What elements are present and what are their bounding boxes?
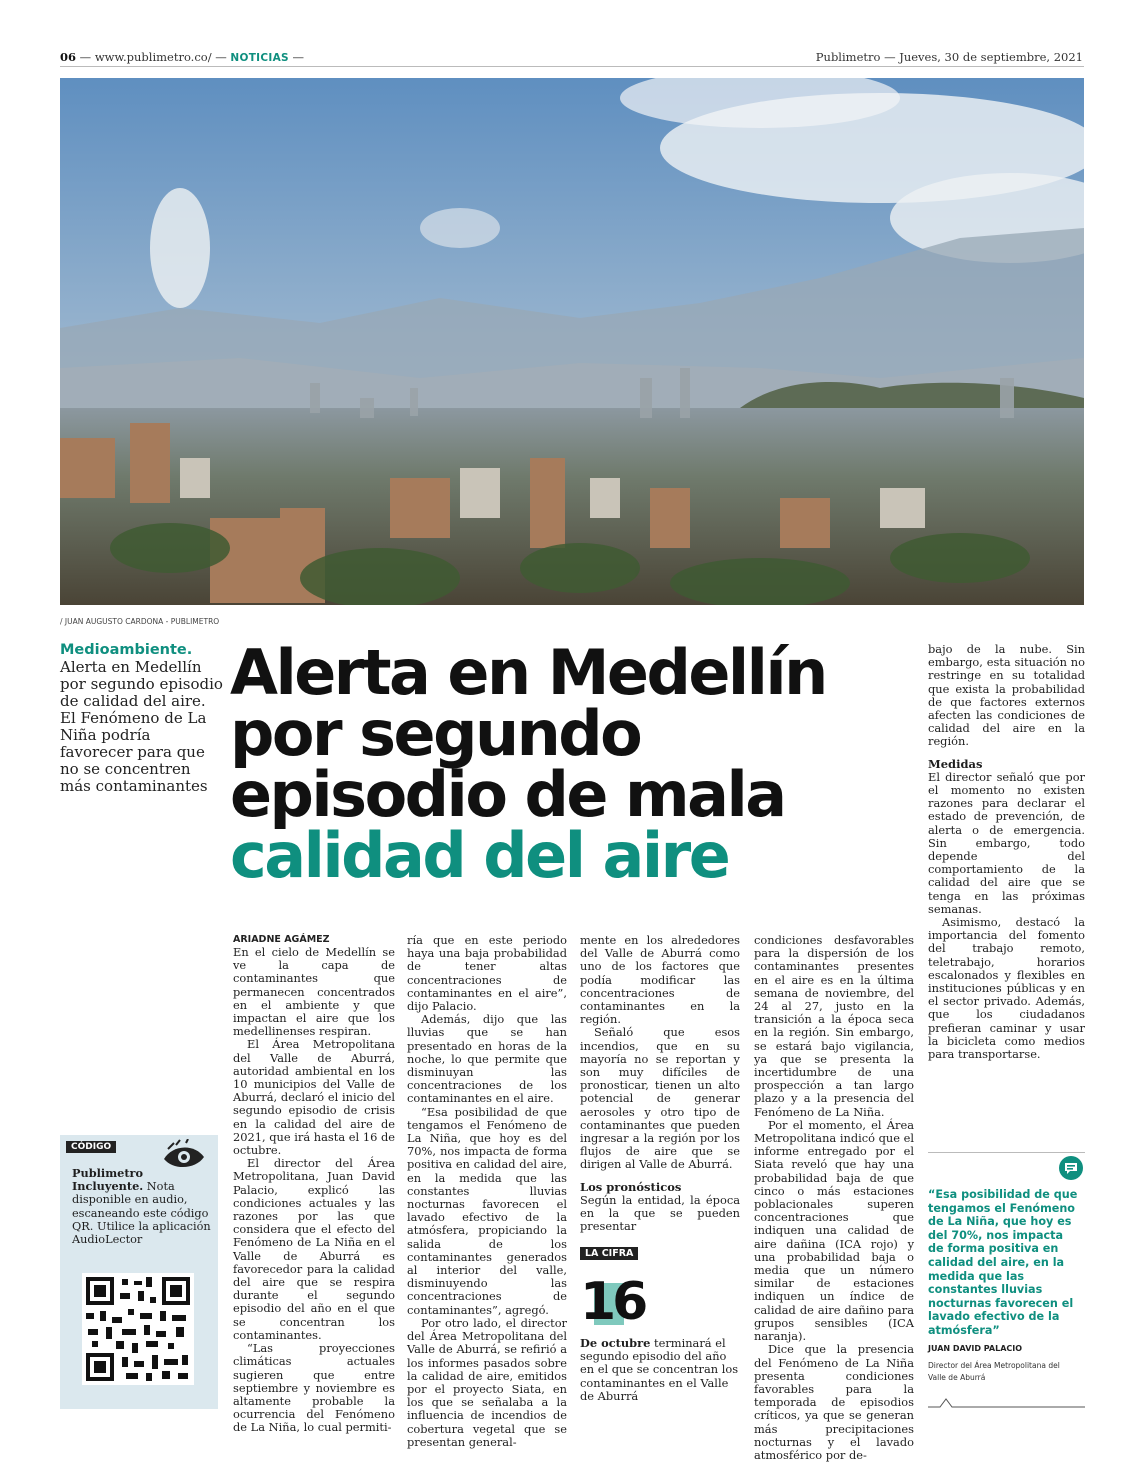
quote-end-line <box>928 1395 1085 1415</box>
header-url[interactable]: www.publimetro.co/ <box>94 50 212 64</box>
paragraph: Además, dijo que las lluvias que se han presentado en horas de la noche, lo que permite que disminuyan las concentraciones de los contaminantes en el aire. <box>407 1012 567 1106</box>
paragraph: Por otro lado, el director del Área Metropolitana del Valle de Aburrá, se refirió a los informes pasados sobre la calidad de aire, emitidos por el proyecto Siata, en los que se señalaba a la influencia de incendios de cobertura vegetal que se presentan general- <box>407 1315 567 1449</box>
cifra-bold: De octubre <box>580 1336 651 1350</box>
headline-line-2: por segundo <box>230 697 641 770</box>
quote-divider <box>928 1152 1085 1153</box>
paragraph: Por el momento, el Área Metropolitana indicó que el informe entregado por el Siata reveló que hay una probabilidad baja de que cinco o más estaciones poblacionales superen concentraciones que indiquen una calidad de aire dañina (ICA rojo) y una probabilidad baja o media que un número similar de estaciones indiquen un índice de calidad de aire dañino para grupos sensibles (ICA naranja). <box>754 1117 914 1344</box>
qr-code[interactable] <box>82 1273 194 1389</box>
cifra-number: 16 <box>580 1272 645 1332</box>
codigo-description: Nota disponible en audio, escaneando este código QR. Utilice la aplicación AudioLector <box>72 1180 211 1247</box>
article-column-3 <box>580 934 740 1233</box>
quote-author: JUAN DAVID PALACIO <box>928 1344 1023 1353</box>
subhead-pronosticos: Los pronósticos <box>580 1179 682 1194</box>
article-column-2 <box>407 934 567 1449</box>
cifra-description: terminará el segundo episodio del año en el que se concentran los contaminantes en el Valle de Aburrá <box>580 1336 739 1403</box>
page-header-right: Publimetro — Jueves, 30 de septiembre, 2021 <box>815 50 1083 64</box>
cifra-text <box>580 1337 740 1403</box>
headline <box>230 636 910 892</box>
byline: ARIADNE AGÁMEZ <box>233 934 330 945</box>
page-header-left: 06 — www.publimetro.co/ — NOTICIAS — <box>60 50 305 64</box>
photo-credit: / JUAN AUGUSTO CARDONA - PUBLIMETRO <box>60 617 220 626</box>
paragraph: El Área Metropolitana del Valle de Aburrá, autoridad ambiental en los 10 municipios del Valle de Aburrá, declaró el inicio del segundo episodio de crisis en la calidad del aire de 2021, que irá hasta el 16 de octubre. <box>233 1037 395 1158</box>
article-column-4 <box>754 934 914 1462</box>
paragraph: El director señaló que por el momento no existen razones para declarar el estado de prevención, de alerta o de emergencia. Sin embargo, todo depende del comportamiento de la calidad del aire que se tenga en las próximas semanas. <box>928 769 1085 916</box>
paragraph: Dice que la presencia del Fenómeno de La Niña presenta condiciones favorables para la temporada de episodios críticos, ya que se generan más precipitaciones nocturnas y el lavado atmosférico por de- <box>754 1342 914 1462</box>
article-column-1 <box>233 946 395 1435</box>
paragraph: Según la entidad, la época en la que se pueden presentar <box>580 1192 740 1234</box>
paragraph: El director del Área Metropolitana, Juan David Palacio, explicó las condiciones actuales y las razones por las que considera que el efecto del Fenómeno de La Niña en el Valle de Aburrá es favorecedor para la calidad del aire que se respira durante el segundo episodio del año en el que se concentran los contaminantes. <box>233 1156 395 1342</box>
codigo-tag: CÓDIGO <box>66 1141 116 1153</box>
headline-line-1: Alerta en Medellín <box>230 636 826 709</box>
header-divider <box>60 66 1084 67</box>
quote-author-role: Director del Área Metropolitana del Valle de Aburrá <box>928 1361 1060 1382</box>
codigo-box <box>60 1135 218 1409</box>
headline-line-3: episodio de mala <box>230 758 785 831</box>
paragraph: Asimismo, destacó la importancia del fomento del trabajo remoto, teletrabajo, horarios escalonados y flexibles en instituciones públicas y en el sector privado. Además, que los ciudadanos prefieran caminar y usar la bicicleta como medios para transportarse. <box>928 915 1085 1062</box>
kicker <box>60 642 225 795</box>
codigo-bold: Publimetro Incluyente. <box>72 1166 144 1194</box>
section-label: NOTICIAS <box>230 52 289 64</box>
pull-quote: “Esa posibilidad de que tengamos el Fenómeno de La Niña, que hoy es del 70%, nos impacta de forma positiva en calidad del aire, en la medida que las constantes lluvias nocturnas favorecen el lavado efectivo de la atmósfera” <box>928 1188 1078 1337</box>
article-column-5 <box>928 643 1085 1061</box>
paragraph: En el cielo de Medellín se ve la capa de contaminantes que permanecen concentrados en el ambiente y que impactan el aire que los medellinenses respiran. <box>233 945 395 1039</box>
page-number: 06 <box>60 50 77 64</box>
city-skyline-photo <box>60 78 1084 605</box>
subhead-medidas: Medidas <box>928 756 983 771</box>
paragraph: bajo de la nube. Sin embargo, esta situación no restringe en su totalidad que exista la probabilidad de que factores externos afecten las condiciones de calidad del aire en la región. <box>928 642 1085 749</box>
headline-line-4: calidad del aire <box>230 819 729 892</box>
paragraph: ría que en este periodo haya una baja probabilidad de tener altas concentraciones de contaminantes en el aire”, dijo Palacio. <box>407 933 567 1014</box>
kicker-text: Alerta en Medellín por segundo episodio de calidad del aire. El Fenómeno de La Niña podría favorecer para que no se concentren más contaminantes <box>60 658 223 795</box>
paragraph: mente en los alrededores del Valle de Aburrá como uno de los factores que podía modificar las concentraciones de contaminantes en la región. <box>580 933 740 1027</box>
speech-bubble-icon <box>1057 1155 1085 1187</box>
paragraph: condiciones desfavorables para la dispersión de los contaminantes presentes en el aire es en la última semana de noviembre, del 24 al 27, justo en la transición a la época seca en la región. Sin embargo, se estará bajo vigilancia, ya que se presenta la incertidumbre de una prospección a tan largo plazo y a la presencia del Fenómeno de La Niña. <box>754 933 914 1119</box>
kicker-label: Medioambiente. <box>60 642 193 658</box>
codigo-text <box>72 1167 212 1246</box>
paragraph: Señaló que esos incendios, que en su mayoría no se reportan y son muy difíciles de pronosticar, tienen un alto potencial de generar aerosoles y otro tipo de contaminantes que pueden ingresar a la región por los flujos de aire que se dirigen al Valle de Aburrá. <box>580 1025 740 1172</box>
paragraph: “Esa posibilidad de que tengamos el Fenómeno de La Niña, que hoy es del 70%, nos impacta de forma positiva en calidad del aire, en la medida que las constantes lluvias nocturnas favorecen el lavado efectivo de la atmósfera, propiciando la salida de los contaminantes generados al interior del valle, disminuyendo las concentraciones de contaminantes”, agregó. <box>407 1104 567 1317</box>
cifra-tag: LA CIFRA <box>580 1247 638 1260</box>
paragraph: “Las proyecciones climáticas actuales sugieren que entre septiembre y noviembre es altamente probable la ocurrencia del Fenómeno de La Niña, lo cual permiti- <box>233 1341 395 1435</box>
